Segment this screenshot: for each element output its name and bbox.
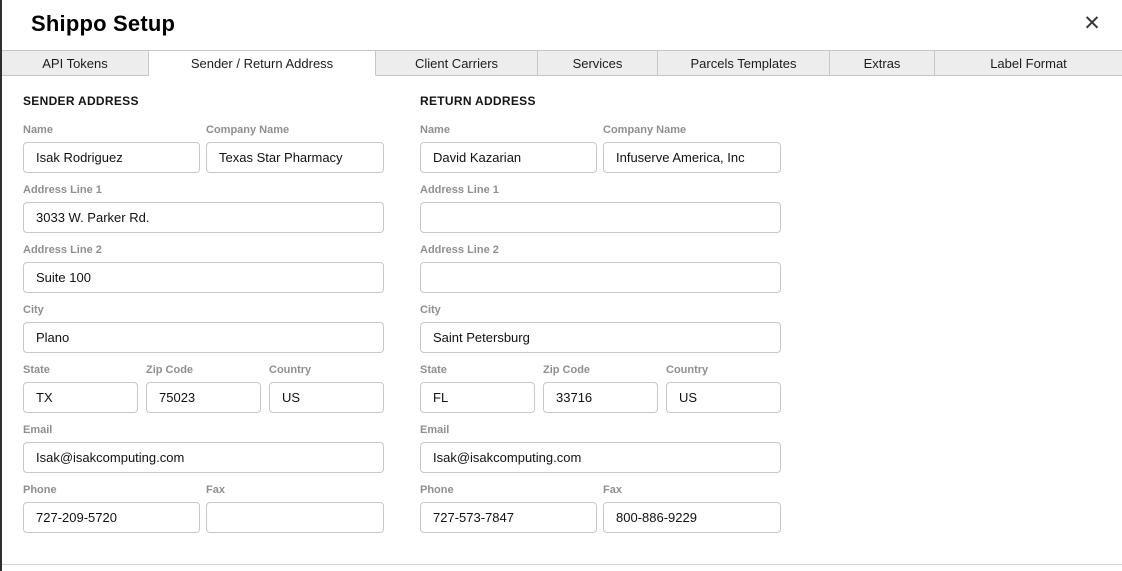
close-icon[interactable]: ✕ bbox=[1083, 12, 1101, 35]
sender-name-label: Name bbox=[23, 124, 53, 136]
return-phone-input[interactable] bbox=[420, 502, 597, 533]
tab-services[interactable]: Services bbox=[538, 50, 658, 76]
sender-address2-input[interactable] bbox=[23, 262, 384, 293]
sender-state-label: State bbox=[23, 364, 50, 376]
sender-address-section bbox=[23, 93, 384, 564]
return-section-heading: RETURN ADDRESS bbox=[420, 94, 536, 108]
return-phone-label: Phone bbox=[420, 484, 454, 496]
return-email-label: Email bbox=[420, 424, 450, 436]
tab-api-tokens[interactable]: API Tokens bbox=[2, 50, 149, 76]
return-country-label: Country bbox=[666, 364, 709, 376]
tab-client-carriers[interactable]: Client Carriers bbox=[376, 50, 538, 76]
return-state-input[interactable] bbox=[420, 382, 535, 413]
sender-name-input[interactable] bbox=[23, 142, 200, 173]
return-state-label: State bbox=[420, 364, 447, 376]
tab-label-format[interactable]: Label Format bbox=[935, 50, 1122, 76]
return-name-label: Name bbox=[420, 124, 450, 136]
return-fax-input[interactable] bbox=[603, 502, 781, 533]
sender-zip-input[interactable] bbox=[146, 382, 261, 413]
sender-address2-label: Address Line 2 bbox=[23, 244, 102, 256]
sender-city-input[interactable] bbox=[23, 322, 384, 353]
return-address1-input[interactable] bbox=[420, 202, 781, 233]
return-company-input[interactable] bbox=[603, 142, 781, 173]
return-company-label: Company Name bbox=[603, 124, 687, 136]
sender-state-input[interactable] bbox=[23, 382, 138, 413]
sender-section-heading: SENDER ADDRESS bbox=[23, 94, 139, 108]
sender-phone-input[interactable] bbox=[23, 502, 200, 533]
tab-sender-return-address[interactable]: Sender / Return Address bbox=[149, 50, 376, 76]
tab-bar bbox=[2, 50, 1122, 76]
sender-phone-label: Phone bbox=[23, 484, 57, 496]
return-address2-input[interactable] bbox=[420, 262, 781, 293]
return-zip-label: Zip Code bbox=[543, 364, 591, 376]
return-email-input[interactable] bbox=[420, 442, 781, 473]
return-fax-label: Fax bbox=[603, 484, 622, 496]
sender-address1-label: Address Line 1 bbox=[23, 184, 102, 196]
return-address1-label: Address Line 1 bbox=[420, 184, 499, 196]
return-zip-input[interactable] bbox=[543, 382, 658, 413]
return-city-input[interactable] bbox=[420, 322, 781, 353]
sender-fax-label: Fax bbox=[206, 484, 225, 496]
sender-city-label: City bbox=[23, 304, 44, 316]
sender-email-input[interactable] bbox=[23, 442, 384, 473]
return-country-input[interactable] bbox=[666, 382, 781, 413]
sender-company-label: Company Name bbox=[206, 124, 290, 136]
return-address-section bbox=[420, 93, 781, 564]
sender-country-input[interactable] bbox=[269, 382, 384, 413]
return-city-label: City bbox=[420, 304, 441, 316]
return-address2-label: Address Line 2 bbox=[420, 244, 499, 256]
return-name-input[interactable] bbox=[420, 142, 597, 173]
dialog-titlebar bbox=[2, 0, 1122, 50]
sender-company-input[interactable] bbox=[206, 142, 384, 173]
sender-address1-input[interactable] bbox=[23, 202, 384, 233]
sender-fax-input[interactable] bbox=[206, 502, 384, 533]
sender-country-label: Country bbox=[269, 364, 312, 376]
tab-parcels-templates[interactable]: Parcels Templates bbox=[658, 50, 830, 76]
dialog-title: Shippo Setup bbox=[31, 11, 176, 36]
sender-email-label: Email bbox=[23, 424, 53, 436]
sender-zip-label: Zip Code bbox=[146, 364, 194, 376]
tab-extras[interactable]: Extras bbox=[830, 50, 935, 76]
tab-panel-sender-return-address bbox=[2, 76, 1122, 565]
